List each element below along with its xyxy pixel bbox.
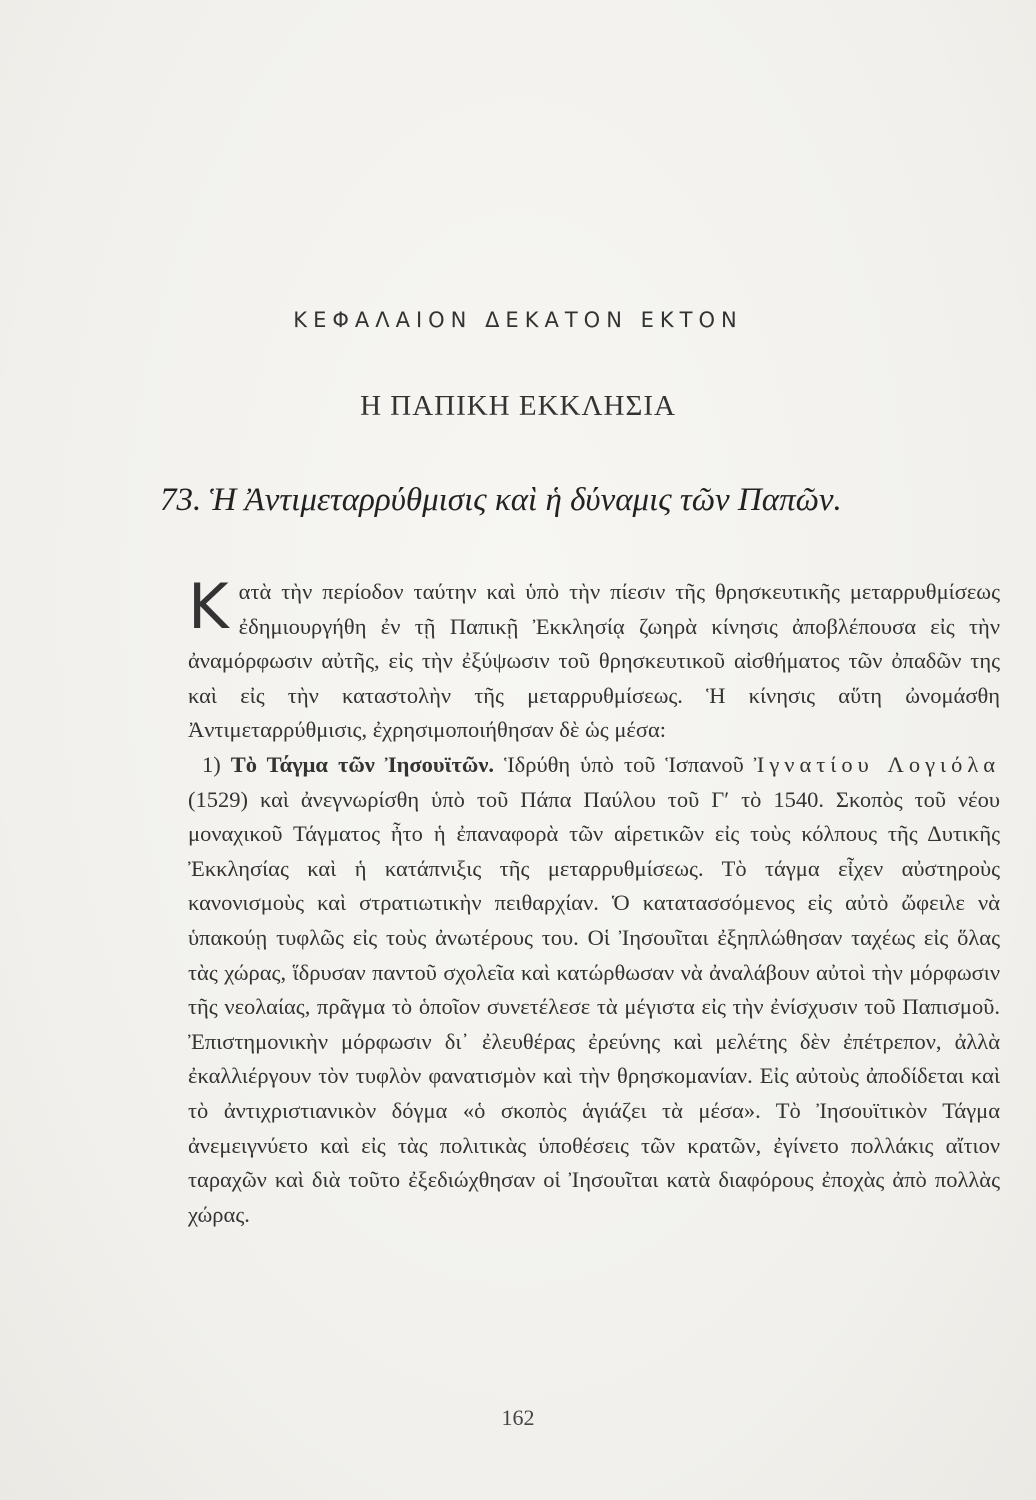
paragraph-text: ατὰ τὴν περίοδον ταύτην καὶ ὑπὸ τὴν πίεσιν τῆς θρησκευτικῆς μεταρρυθμίσεως ἐδημιουργήθη ἐν τῇ Παπικῇ Ἐκκλησίᾳ ζωηρὰ κίνησις ἀποβλέπουσα εἰς τὴν ἀναμόρφωσιν αὐτῆς, εἰς τὴν ἐξύψωσιν τοῦ θρησκευτικοῦ αἰσθήματος τῶν ὀπαδῶν της καὶ εἰς τὴν καταστολὴν τῆς μεταρρυθμίσεως. Ἡ κίνησις αὕτη ὠνομάσθη Ἀντιμεταρρύθμισις, ἐχρησιμοποιήθησαν δὲ ὡς μέσα:	[188, 579, 1000, 743]
drop-cap: Κ	[188, 570, 229, 643]
chapter-title: Η ΠΑΠΙΚΗ ΕΚΚΛΗΣΙΑ	[360, 390, 676, 422]
item-heading: Τὸ Τάγμα τῶν Ἰησουϊτῶν.	[230, 751, 495, 777]
paragraph-text: Ἱδρύθη ὑπὸ τοῦ Ἱσπανοῦ	[504, 751, 744, 777]
founder-name: Ἰγνατίου Λογιόλα	[753, 751, 1001, 777]
section-heading	[160, 482, 1000, 519]
chapter-label: ΚΕΦΑΛΑΙΟΝ ΔΕΚΑΤΟΝ ΕΚΤΟΝ	[293, 308, 743, 332]
item-number: 1)	[202, 751, 221, 777]
paragraph	[188, 748, 1000, 1232]
section-title: Ἡ Ἀντιμεταρρύθμισις καὶ ἡ δύναμις τῶν Παπῶν.	[209, 482, 842, 518]
paragraph	[188, 570, 1000, 748]
body-text	[188, 570, 1001, 1232]
section-number: 73.	[160, 482, 202, 518]
page-number: 162	[501, 1405, 535, 1430]
paragraph-text: (1529) καὶ ἀνεγνωρίσθη ὑπὸ τοῦ Πάπα Παύλου τοῦ Γ′ τὸ 1540. Σκοπὸς τοῦ νέου μοναχικοῦ Τάγματος ἦτο ἡ ἐπαναφορὰ τῶν αἱρετικῶν εἰς τοὺς κόλπους τῆς Δυτικῆς Ἐκκλησίας καὶ ἡ κατάπνιξις τῆς μεταρρυθμίσεως. Τὸ τάγμα εἶχεν αὐστηροὺς κανονισμοὺς καὶ στρατιωτικὴν πειθαρχίαν. Ὁ κατατασσόμενος εἰς αὐτὸ ὤφειλε νὰ ὑπακούῃ τυφλῶς εἰς τοὺς ἀνωτέρους του. Οἱ Ἰησουῖται ἐξηπλώθησαν ταχέως εἰς ὅλας τὰς χώρας, ἵδρυσαν παντοῦ σχολεῖα καὶ κατώρθωσαν νὰ ἀναλάβουν αὐτοὶ τὴν μόρφωσιν τῆς νεολαίας, πρᾶγμα τὸ ὁποῖον συνετέλεσε τὰ μέγιστα εἰς τὴν ἐνίσχυσιν τοῦ Παπισμοῦ. Ἐπιστημονικὴν μόρφωσιν δι᾽ ἐλευθέρας ἐρεύνης καὶ μελέτης δὲν ἐπέτρεπον, ἀλλὰ ἐκαλλιέργουν τὸν τυφλὸν φανατισμὸν καὶ τὴν θρησκομανίαν. Εἰς αὐτοὺς ἀποδίδεται καὶ τὸ ἀντιχριστιανικὸν δόγμα «ὁ σκοπὸς ἁγιάζει τὰ μέσα». Τὸ Ἰησουϊτικὸν Τάγμα ἀνεμειγνύετο καὶ εἰς τὰς πολιτικὰς ὑποθέσεις τῶν κρατῶν, ἐγίνετο πολλάκις αἴτιον ταραχῶν καὶ διὰ τοῦτο ἐξεδιώχθησαν οἱ Ἰησουῖται κατὰ διαφόρους ἐποχὰς ἀπὸ πολλὰς χώρας.	[188, 786, 1000, 1227]
